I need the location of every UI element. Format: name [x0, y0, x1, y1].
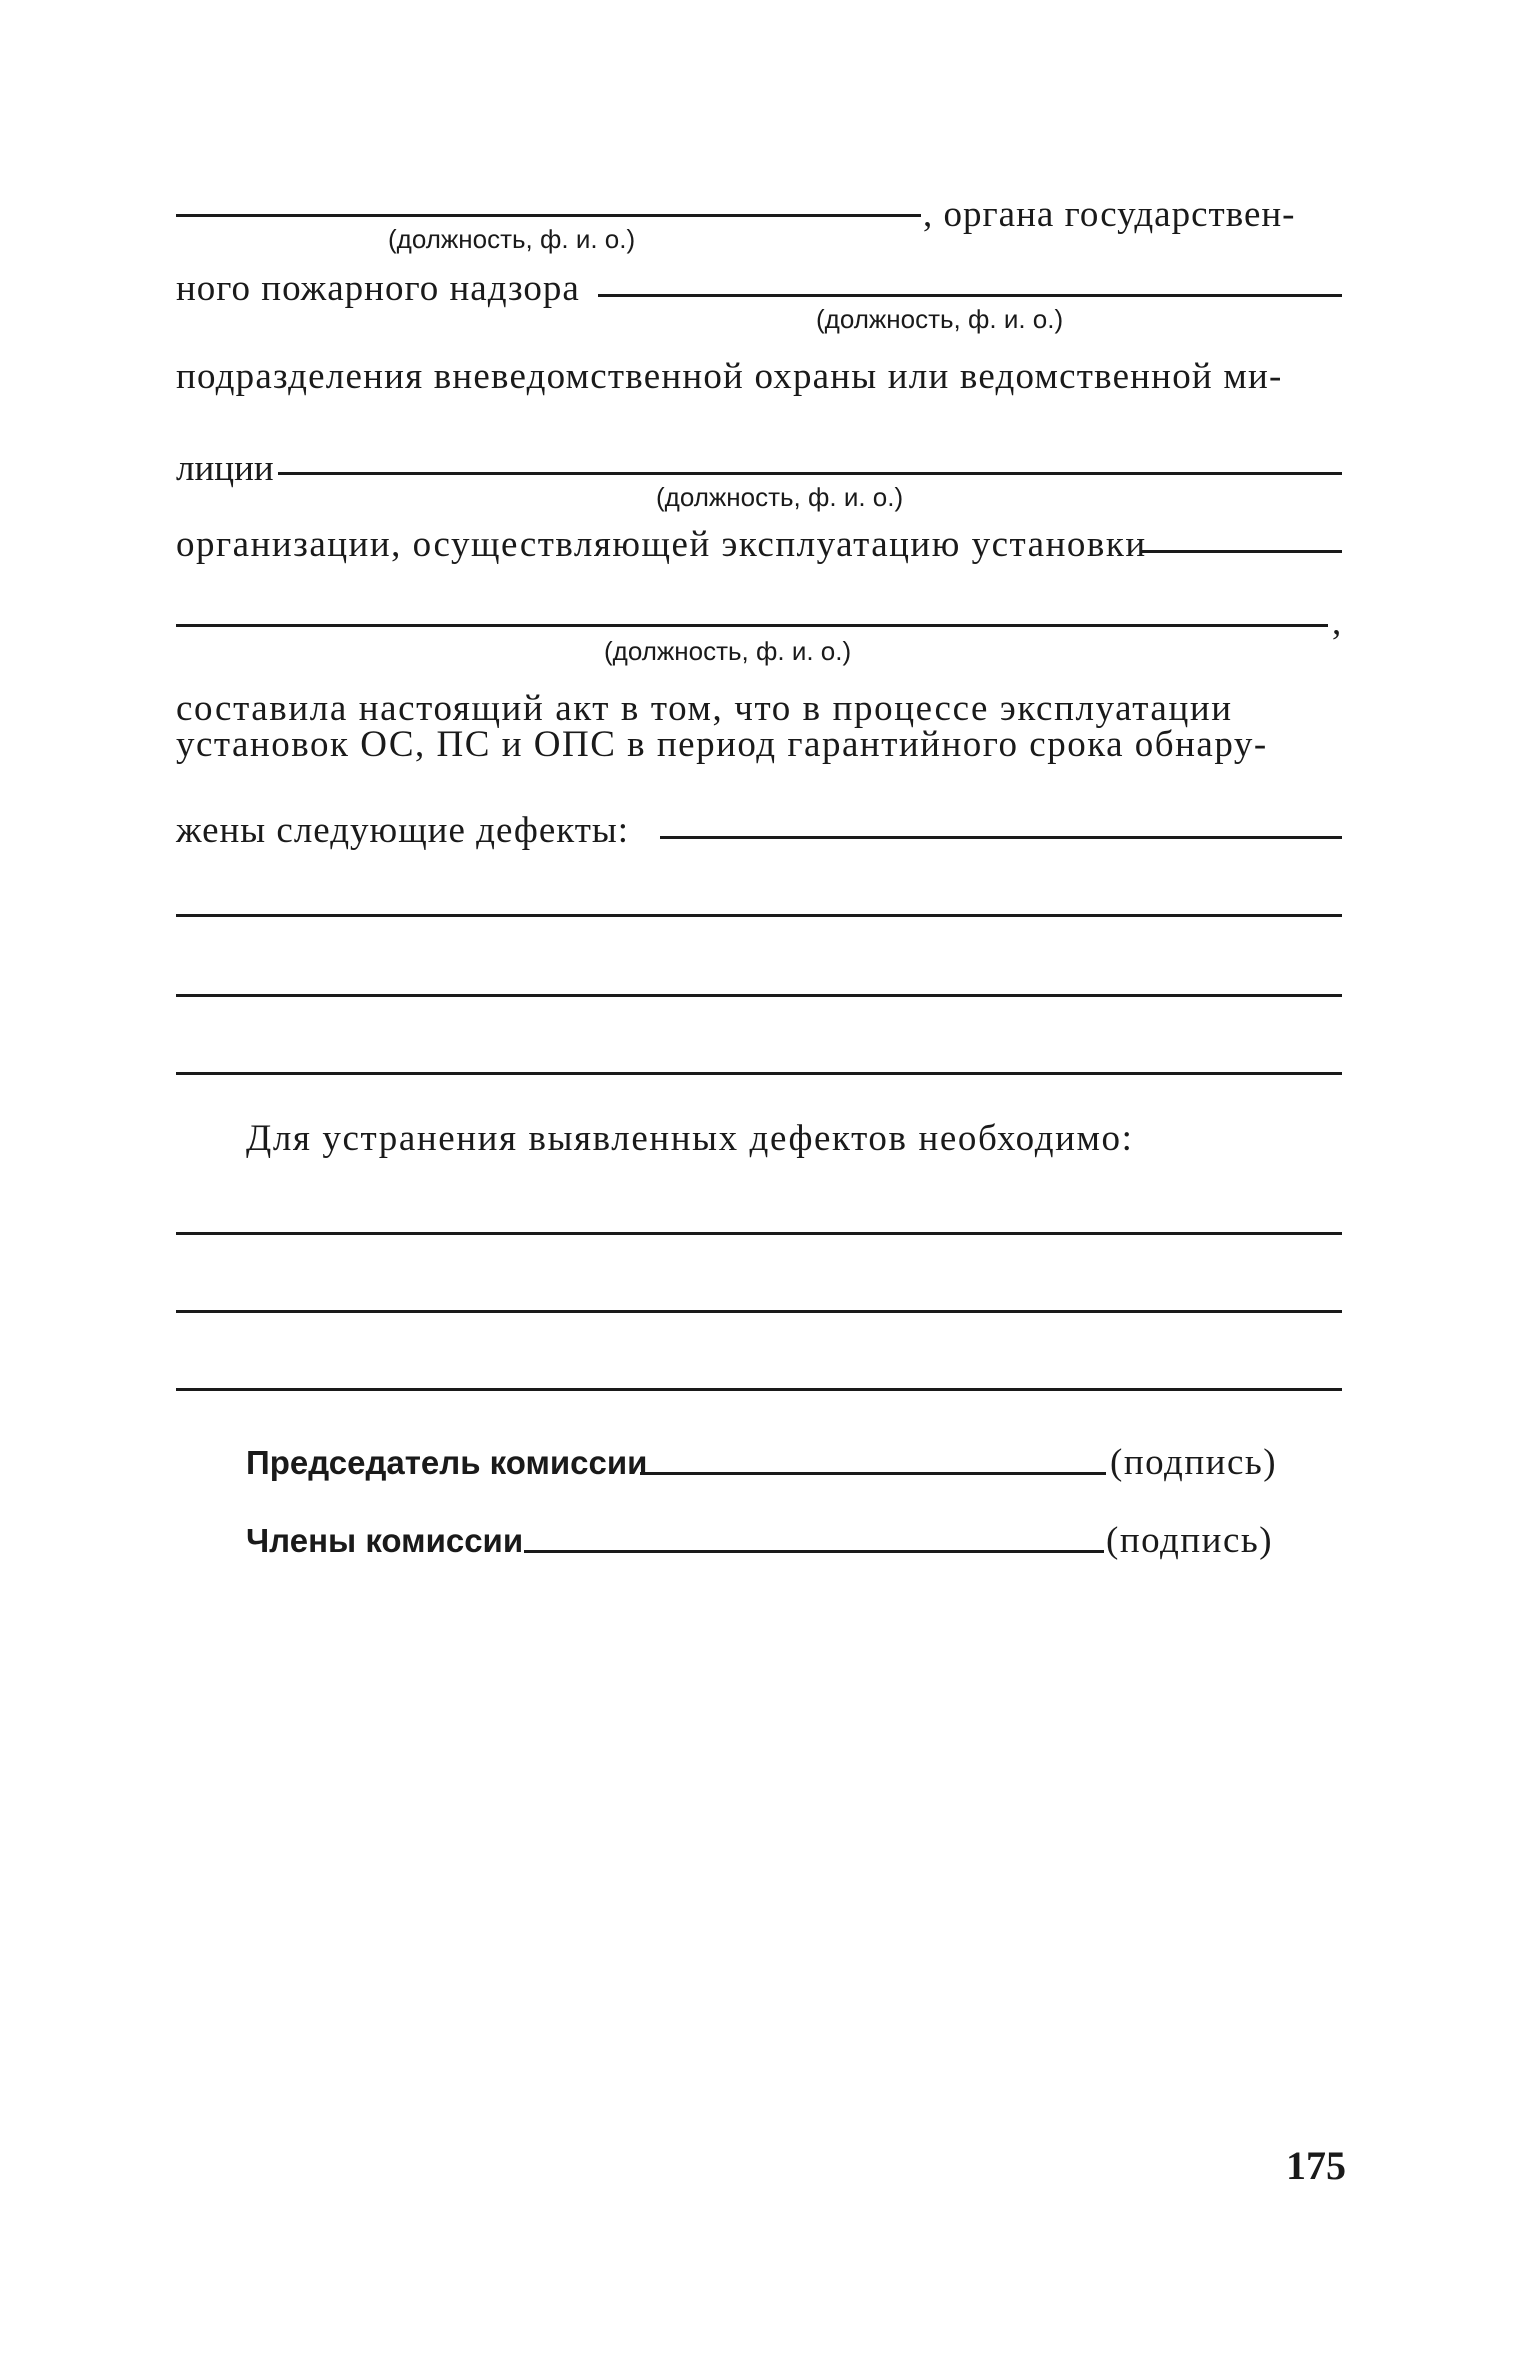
line5-text: организации, осуществляющей эксплуатацию установки	[176, 524, 1147, 565]
members-signature-field[interactable]	[524, 1550, 1104, 1553]
paragraph-line-2: установок ОС, ПС и ОПС в период гарантийного срока обнару-	[176, 724, 1268, 765]
paragraph-line-1: составила настоящий акт в том, что в процессе эксплуатации	[176, 688, 1233, 729]
caption-3: (должность, ф. и. о.)	[656, 482, 904, 512]
defects-field-1[interactable]	[660, 836, 1342, 839]
fix-heading: Для устранения выявленных дефектов необходимо:	[246, 1118, 1134, 1159]
defects-field-3[interactable]	[176, 994, 1342, 997]
defects-field-4[interactable]	[176, 1072, 1342, 1075]
fix-field-1[interactable]	[176, 1232, 1342, 1235]
chairman-signature-caption: (подпись)	[1110, 1442, 1278, 1483]
chairman-label: Председатель комиссии	[246, 1444, 648, 1481]
official-name-field-2[interactable]	[598, 294, 1342, 297]
paragraph-line-3: жены следующие дефекты:	[176, 810, 630, 851]
fix-field-2[interactable]	[176, 1310, 1342, 1313]
official-name-field-4b[interactable]	[176, 624, 1328, 627]
official-name-field-1[interactable]	[176, 214, 921, 217]
chairman-signature-field[interactable]	[640, 1472, 1106, 1475]
defects-field-2[interactable]	[176, 914, 1342, 917]
line1-suffix: , органа государствен-	[923, 194, 1296, 235]
members-signature-caption: (подпись)	[1106, 1520, 1274, 1561]
caption-1: (должность, ф. и. о.)	[388, 224, 636, 254]
members-label: Члены комиссии	[246, 1522, 524, 1559]
line2-text: ного пожарного надзора	[176, 268, 580, 309]
line6-comma: ,	[1332, 602, 1342, 643]
official-name-field-3[interactable]	[278, 472, 1342, 475]
line4-text: лиции	[176, 448, 274, 489]
caption-4: (должность, ф. и. о.)	[604, 636, 852, 666]
fix-field-3[interactable]	[176, 1388, 1342, 1391]
caption-2: (должность, ф. и. о.)	[816, 304, 1064, 334]
page-number: 175	[1286, 2143, 1346, 2188]
official-name-field-4a[interactable]	[1140, 550, 1342, 553]
line3-text: подразделения вневедомственной охраны или ведомственной ми-	[176, 356, 1283, 397]
